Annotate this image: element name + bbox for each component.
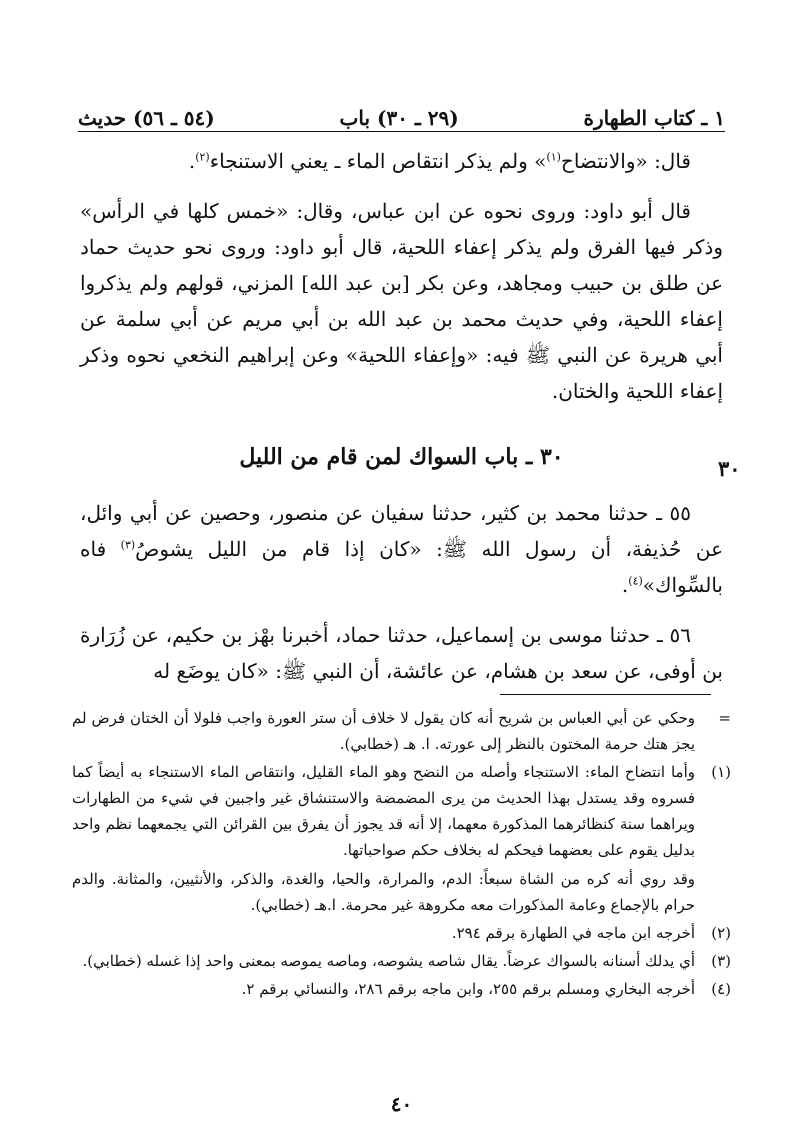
hadith-55-end-text: . — [621, 573, 629, 597]
main-text — [80, 143, 723, 689]
footnote-mark: (١) — [711, 763, 731, 781]
margin-chapter-number: ٣٠ — [718, 456, 741, 481]
page-number: ٤٠ — [390, 1092, 413, 1116]
chapter-title: ٣٠ ـ باب السواك لمن قام من الليل — [239, 444, 564, 470]
paragraph-1 — [80, 143, 723, 179]
footnote-mark: = — [718, 709, 731, 727]
hadith-56: ٥٦ ـ حدثنا موسى بن إسماعيل، حدثنا حماد، أخبرنا بهْز بن حكيم، عن زُرَارة بن أوفى، عن سعد بن هشام، عن عائشة، أن النبي ﷺ: «كان يوضَع له — [80, 623, 723, 683]
footnote-text: أخرجه البخاري ومسلم برقم ٢٥٥، وابن ماجه برقم ٢٨٦، والنسائي برقم ٢. — [241, 980, 695, 998]
paragraph-2: قال أبو داود: وروى نحوه عن ابن عباس، وقال: «خمس كلها في الرأس» وذكر فيها الفرق ولم يذكر إعفاء اللحية، قال أبو داود: وروى نحو حديث حماد عن طلق بن حبيب ومجاهد، وعن بكر [بن عبد الله] المزني، قولهم ولم يذكروا إعفاء اللحية، وفي حديث محمد بن عبد الله بن أبي مريم عن أبي سلمة عن أبي هريرة عن النبي ﷺ فيه: «وإعفاء اللحية» وعن إبراهيم النخعي نحوه وذكر إعفاء اللحية والختان. — [80, 199, 723, 403]
footnote-ref-4[interactable]: (٤) — [628, 574, 643, 588]
footnote-mark: (٣) — [711, 952, 731, 970]
footnote-1 — [72, 759, 731, 918]
header-rule — [78, 131, 725, 132]
footnote-4 — [72, 976, 731, 1002]
running-header — [78, 96, 725, 130]
header-hadith-range: (٥٤ ـ ٥٦) حديث — [78, 106, 215, 130]
footnote-text: أي يدلك أسنانه بالسواك عرضاً. يقال شاصه يشوصه، وماصه يموصه بمعنى واحد إذا غسله (خطابي). — [82, 952, 695, 970]
footnote-text: وحكي عن أبي العباس بن شريح أنه كان يقول لا خلاف أن ستر العورة واجب فلولا أن الختان فرض لم يجز هتك حرمة المختون بالنظر إلى عورته. ا. هـ (خطابي). — [72, 709, 695, 753]
footnote-mark: (٢) — [711, 924, 731, 942]
header-book-title: ١ ـ كتاب الطهارة — [583, 106, 725, 130]
footnotes — [72, 705, 731, 1004]
footnote-text: أخرجه ابن ماجه في الطهارة برقم ٢٩٤. — [451, 924, 695, 942]
p1-mid-text: » ولم يذكر انتقاص الماء ـ يعني الاستنجاء — [209, 149, 547, 173]
header-chapter-range: (٢٩ ـ ٣٠) باب — [339, 106, 459, 130]
footnote-2 — [72, 920, 731, 946]
hadith-55-mid-text: فاه بالسِّواك» — [80, 537, 723, 597]
footnote-rule — [500, 694, 711, 695]
footnote-mark: (٤) — [711, 980, 731, 998]
hadith-55 — [80, 495, 723, 603]
footnote-text: وأما انتضاح الماء: الاستنجاء وأصله من النضح وهو الماء القليل، وانتقاص الماء الاستنجاء به أيضاً كما فسروه وقد يستدل بهذا الحديث من يرى المضمضة والاستنشاق غير واجبين في شيء من الطهارات ويراهما سنة كنظائرهما المذكورة معهما، إلا أنه قد يجوز أن يفرق بين القرائن التي يجمعهما نظم واحد بدليل يقوم على بعضهما فيحكم له بخلاف حكم صواحباتها. — [72, 763, 695, 859]
footnote-ref-1[interactable]: (١) — [546, 150, 561, 164]
p1-text: قال: «والانتضاح — [560, 149, 691, 173]
footnote-ref-2[interactable]: (٢) — [195, 150, 210, 164]
footnote-3 — [72, 948, 731, 974]
footnote-text: وقد روي أنه كره من الشاة سبعاً: الدم، والمرارة، والحيا، والغدة، والذكر، والأنثيين، والمثانة. والدم حرام بالإجماع وعامة المذكورات معه مكروهة غير محرمة. ا.هـ (خطابي). — [72, 870, 695, 914]
p1-end-text: . — [188, 149, 196, 173]
footnote-ref-3[interactable]: (٣) — [120, 538, 136, 552]
hadith-55-text: ٥٥ ـ حدثنا محمد بن كثير، حدثنا سفيان عن منصور، وحصين عن أبي وائل، عن حُذيفة، أن رسول الله ﷺ: «كان إذا قام من الليل يشوصُ — [80, 501, 723, 561]
footnote-continuation — [72, 705, 731, 757]
